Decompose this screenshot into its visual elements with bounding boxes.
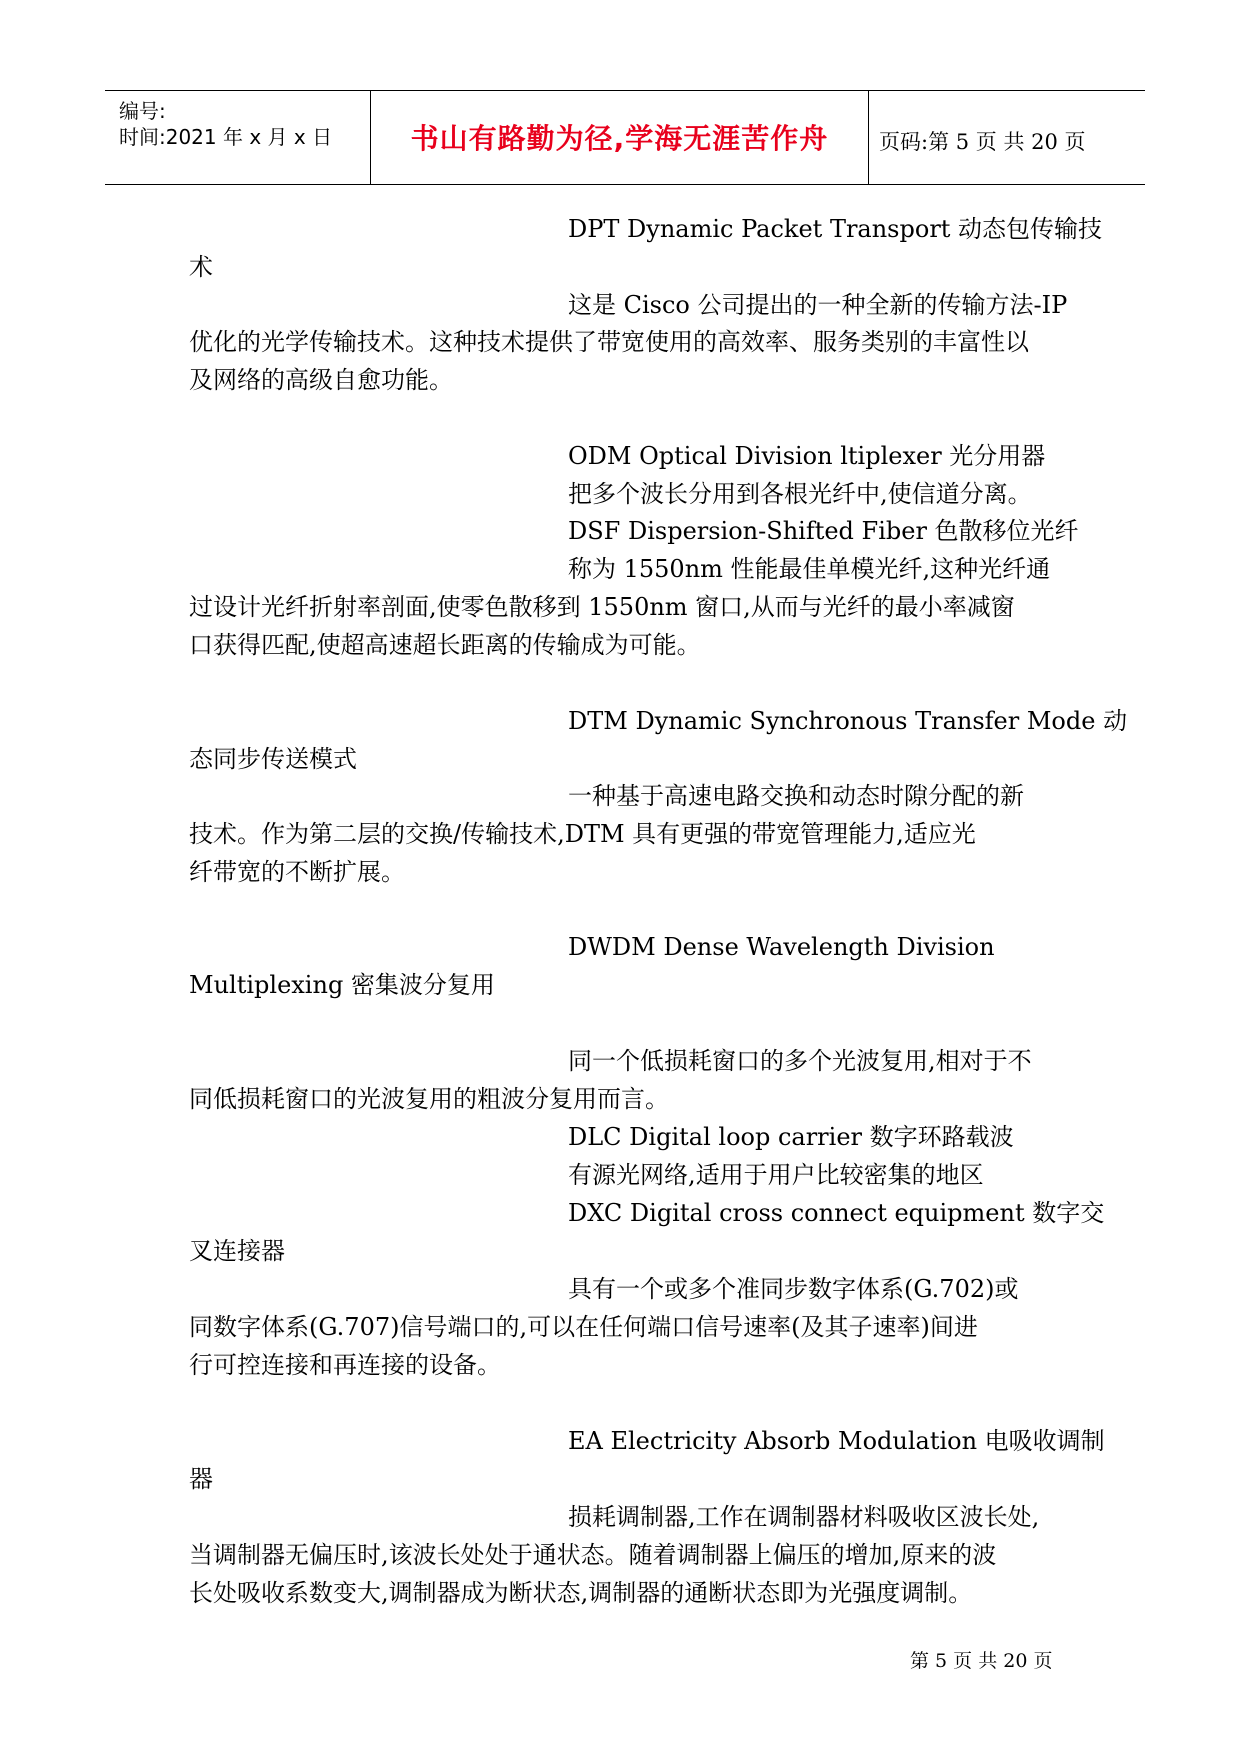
text-line: DWDM Dense Wavelength Division bbox=[568, 933, 995, 961]
text-line: 技术。作为第二层的交换/传输技术,DTM 具有更强的带宽管理能力,适应光 bbox=[189, 820, 976, 848]
text-line: DLC Digital loop carrier 数字环路载波 bbox=[568, 1123, 1014, 1151]
text-line: 同数字体系(G.707)信号端口的,可以在任何端口信号速率(及其子速率)间进 bbox=[189, 1313, 978, 1341]
text-line: 过设计光纤折射率剖面,使零色散移到 1550nm 窗口,从而与光纤的最小率减窗 bbox=[189, 593, 1015, 621]
time-label: 时间:2021 年 x 月 x 日 bbox=[119, 125, 333, 149]
text-line: Multiplexing 密集波分复用 bbox=[189, 971, 495, 999]
text-line: 口获得匹配,使超高速超长距离的传输成为可能。 bbox=[189, 631, 701, 659]
text-line: DSF Dispersion-Shifted Fiber 色散移位光纤 bbox=[568, 517, 1079, 545]
text-line: 长处吸收系数变大,调制器成为断状态,调制器的通断状态即为光强度调制。 bbox=[189, 1579, 973, 1607]
motto-text: 书山有路勤为径,学海无涯苦作舟 bbox=[410, 122, 829, 155]
text-line: 损耗调制器,工作在调制器材料吸收区波长处, bbox=[568, 1503, 1040, 1531]
text-line: 这是 Cisco 公司提出的一种全新的传输方法-IP bbox=[568, 291, 1068, 319]
text-line: 优化的光学传输技术。这种技术提供了带宽使用的高效率、服务类别的丰富性以 bbox=[189, 328, 1029, 356]
text-line: 当调制器无偏压时,该波长处处于通状态。随着调制器上偏压的增加,原来的波 bbox=[189, 1541, 997, 1569]
header-center-cell bbox=[371, 91, 869, 184]
text-line: 及网络的高级自愈功能。 bbox=[189, 366, 453, 394]
header-table bbox=[105, 90, 1145, 185]
text-line: DPT Dynamic Packet Transport 动态包传输技 bbox=[568, 215, 1103, 243]
page-footer: 第 5 页 共 20 页 bbox=[910, 1650, 1053, 1672]
text-line: 术 bbox=[189, 253, 213, 281]
text-line: 把多个波长分用到各根光纤中,使信道分离。 bbox=[568, 480, 1032, 508]
text-line: DTM Dynamic Synchronous Transfer Mode 动 bbox=[568, 707, 1128, 735]
text-line: 同低损耗窗口的光波复用的粗波分复用而言。 bbox=[189, 1085, 669, 1113]
header-left-cell bbox=[105, 91, 371, 184]
text-line: ODM Optical Division ltiplexer 光分用器 bbox=[568, 442, 1046, 470]
text-line: 器 bbox=[189, 1465, 213, 1493]
text-line: 同一个低损耗窗口的多个光波复用,相对于不 bbox=[568, 1047, 1032, 1075]
text-line: 叉连接器 bbox=[189, 1237, 285, 1265]
text-line: 纤带宽的不断扩展。 bbox=[189, 858, 405, 886]
header-right-cell bbox=[869, 91, 1145, 184]
number-label: 编号: bbox=[119, 99, 166, 123]
text-line: EA Electricity Absorb Modulation 电吸收调制 bbox=[568, 1427, 1105, 1455]
text-line: 有源光网络,适用于用户比较密集的地区 bbox=[568, 1161, 984, 1189]
text-line: 态同步传送模式 bbox=[189, 745, 357, 773]
text-line: 一种基于高速电路交换和动态时隙分配的新 bbox=[568, 782, 1024, 810]
page-code: 页码:第 5 页 共 20 页 bbox=[879, 130, 1086, 154]
text-line: DXC Digital cross connect equipment 数字交 bbox=[568, 1199, 1105, 1227]
text-line: 行可控连接和再连接的设备。 bbox=[189, 1351, 501, 1379]
text-line: 称为 1550nm 性能最佳单模光纤,这种光纤通 bbox=[568, 555, 1051, 583]
text-line: 具有一个或多个准同步数字体系(G.702)或 bbox=[568, 1275, 1019, 1303]
